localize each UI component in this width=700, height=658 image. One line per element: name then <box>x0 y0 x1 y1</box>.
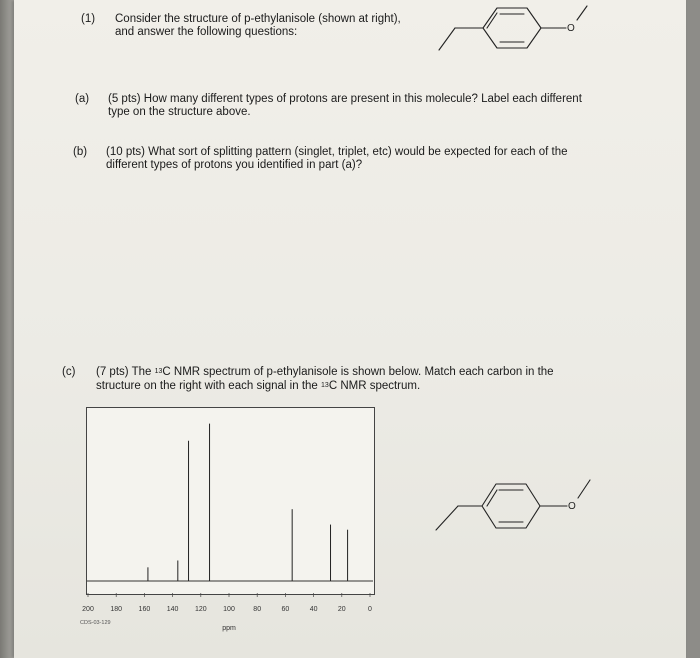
part-b-label: (b) <box>73 146 88 158</box>
x-tick-label: 40 <box>309 606 318 613</box>
part-a-line1: (5 pts) How many different types of protons are present in this molecule? Label each different <box>108 93 582 105</box>
x-tick-label: 20 <box>337 606 346 613</box>
oxygen-label-top: O <box>567 23 575 34</box>
question-1-line1: Consider the structure of p-ethylanisole (shown at right), <box>115 13 401 25</box>
part-c-line1: (7 pts) The $^{13}$C NMR spectrum of p-ethylanisole is shown below. Match each carbon in the <box>96 366 554 378</box>
x-tick-label: 160 <box>138 606 151 613</box>
question-1-line2: and answer the following questions: <box>115 26 298 38</box>
part-b-line1: (10 pts) What sort of splitting pattern (singlet, triplet, etc) would be expected for each of the <box>106 146 568 158</box>
x-tick-label: 200 <box>82 606 94 613</box>
x-tick-label: 120 <box>194 606 207 613</box>
molecule-structure-bottom <box>432 470 602 540</box>
x-tick-label: 0 <box>368 606 372 613</box>
part-a-label: (a) <box>75 93 90 105</box>
x-tick-label: 100 <box>223 606 235 613</box>
x-tick-label: 80 <box>253 606 262 613</box>
part-c-line2: structure on the right with each signal in the $^{13}$C NMR spectrum. <box>96 380 421 392</box>
spectrum-id: CDS-03-129 <box>80 620 111 626</box>
part-b-line2: different types of protons you identified in part (a)? <box>106 159 363 171</box>
x-tick-label: 140 <box>166 606 179 613</box>
x-tick-label: 60 <box>281 606 290 613</box>
oxygen-label-bottom: O <box>568 501 576 512</box>
part-a-line2: type on the structure above. <box>108 106 251 118</box>
x-axis-label: ppm <box>222 625 236 632</box>
part-c-label: (c) <box>62 366 76 378</box>
question-1-number: (1) <box>81 13 96 25</box>
x-tick-label: 180 <box>110 606 123 613</box>
